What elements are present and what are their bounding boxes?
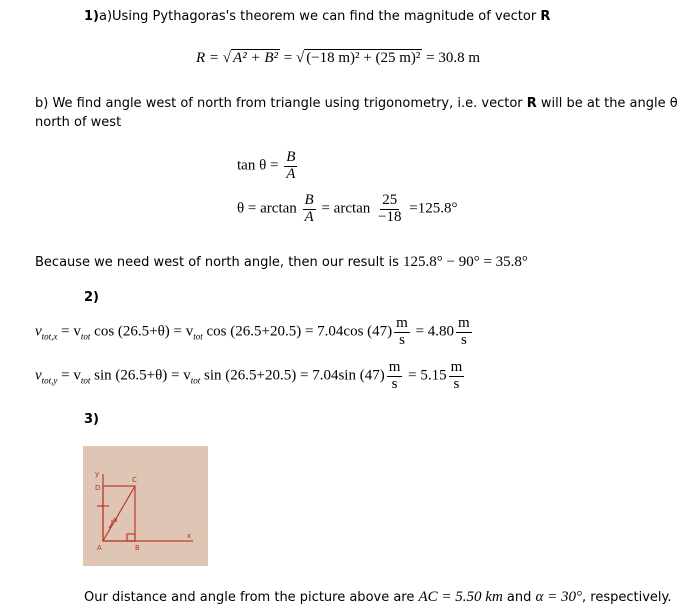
tan-equation: tan θ = $\frac{B}{A}$ [237, 149, 296, 182]
vy-equation: $v_{tot,y} = v_{tot}$ $\sin (26.5+\theta) = v_{tot}$ sin (26.5+20.5) = 7.04sin (47) $\frac{m}{s}$ = 5.15 $\frac{m}{s}$ [35, 359, 463, 392]
vx-equation: $v_{tot,x} = v_{tot}$ $\cos (26.5+\theta) = v_{tot}$ cos (26.5+20.5) = 7.04cos (47) $\frac{m}{s}$ = 4.80 $\frac{m}{s}$ [35, 315, 470, 348]
theta-equation: θ = arctan $\frac{B}{A}$ = arctan $\frac{25}{-18}$ =125.8° [237, 192, 458, 225]
label-b: B [135, 544, 140, 552]
label-alpha: α [113, 516, 118, 524]
sketch-diagonal-ac [103, 486, 135, 541]
pythagoras-equation: R = √ A² + B² = √ (−18 m)² + (25 m)² = 30.8 m [196, 50, 481, 66]
label-y: y [95, 470, 100, 478]
sketch-photo [83, 446, 208, 566]
part1-vector-r: R [540, 9, 551, 24]
part1-title: a)Using Pythagoras's theorem we can find the magnitude of vector [99, 9, 541, 24]
triangle-sketch [83, 446, 208, 566]
part1-heading [84, 9, 550, 24]
conclusion-line: Our distance and angle from the picture above are AC = 5.50 km and α = 30°, respectively. [84, 589, 672, 605]
part2-heading: 2) [84, 290, 99, 305]
label-x: x [187, 532, 192, 540]
part-b-line1: b) We find angle west of north from triangle using trigonometry, i.e. vector R will be at the angle θ [35, 96, 678, 111]
part3-heading: 3) [84, 412, 99, 427]
because-line: Because we need west of north angle, then our result is 125.8° − 90° = 35.8° [35, 254, 528, 270]
label-c: C [132, 476, 137, 484]
sketch-right-angle [127, 534, 135, 541]
part1-number: 1) [84, 9, 99, 24]
label-d: D [95, 484, 101, 492]
part-b-line2: north of west [35, 115, 122, 130]
label-a: A [97, 544, 102, 552]
